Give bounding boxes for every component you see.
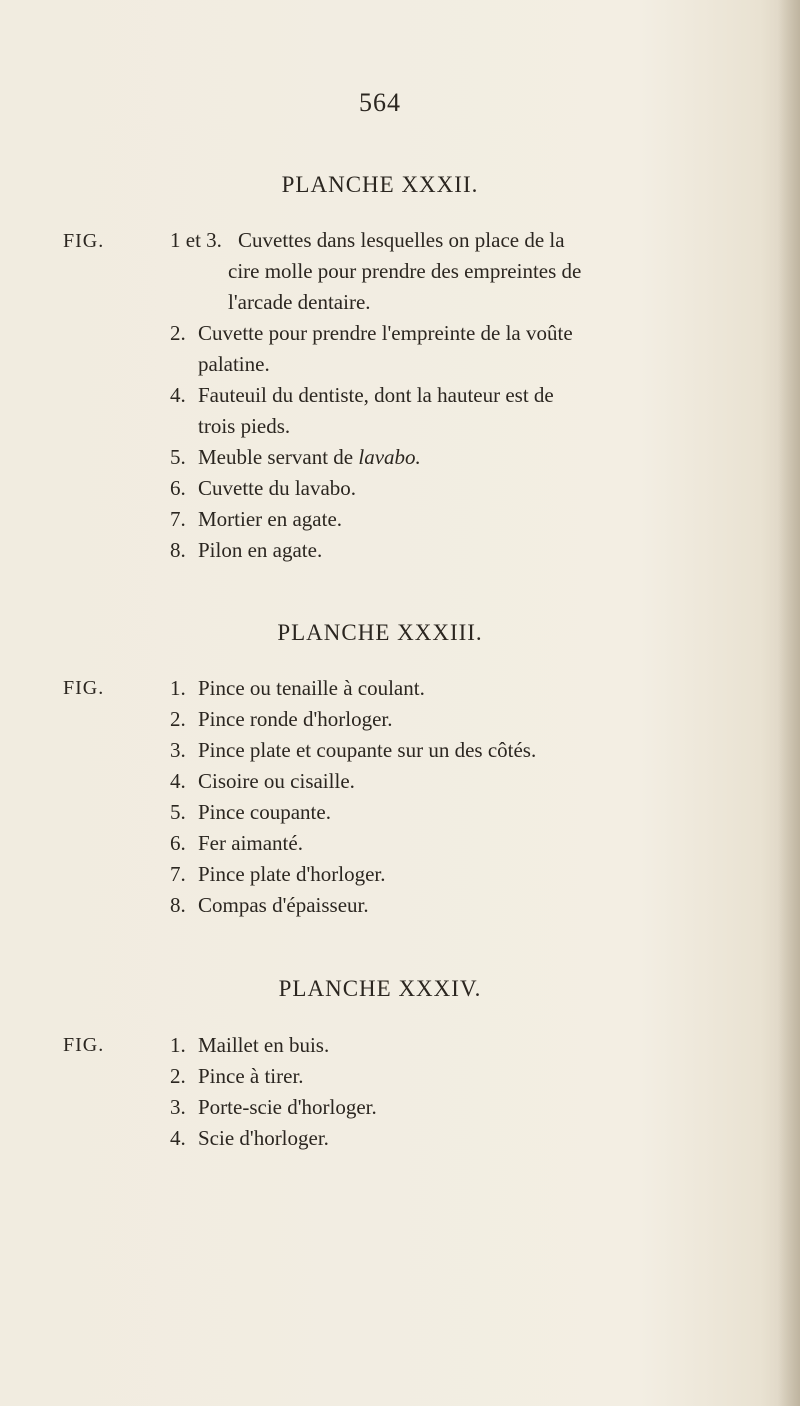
entry-number: 4. [170, 769, 186, 793]
fig-label-xxxiv: FIG. [63, 1034, 105, 1056]
entry-number: 1. [170, 1033, 186, 1057]
entry-number: 8. [170, 893, 186, 917]
entry-xxxiv-4 [170, 1123, 730, 1154]
entry-xxxiii-3 [170, 735, 730, 766]
entry-number: 7. [170, 862, 186, 886]
fig-label-xxxii: FIG. [63, 230, 105, 252]
entry-xxxiii-1 [170, 673, 730, 704]
entry-number: 6. [170, 476, 186, 500]
entry-xxxii-2 [170, 318, 730, 380]
entry-xxxii-1-3 [170, 225, 730, 318]
entry-text-line [170, 442, 730, 473]
entry-xxxii-4 [170, 380, 730, 442]
entry-number: 3. [170, 738, 186, 762]
entry-text-prefix: Meuble servant de [198, 445, 359, 469]
entry-text-line: Mortier en agate. [198, 507, 343, 531]
page-number: 564 [359, 88, 401, 117]
entry-xxxiii-4 [170, 766, 730, 797]
entry-xxxiii-2 [170, 704, 730, 735]
entry-text-line: Porte-scie d'horloger. [198, 1095, 377, 1119]
entry-text-line: Pince à tirer. [198, 1064, 304, 1088]
fig-label-xxxiii: FIG. [63, 677, 105, 699]
entry-text-line: Cuvettes dans lesquelles on place de la [238, 228, 565, 252]
entry-number: 6. [170, 831, 186, 855]
entry-text-line: Scie d'horloger. [198, 1126, 329, 1150]
entry-number: 2. [170, 321, 186, 345]
entry-text-line: Pince plate d'horloger. [198, 862, 386, 886]
page-edge-shadow [778, 0, 800, 1406]
entry-number: 4. [170, 383, 186, 407]
entry-text-line: Pince plate et coupante sur un des côtés. [198, 738, 537, 762]
entry-number: 8. [170, 538, 186, 562]
plate-heading-xxxiv: PLANCHE XXXIV. [278, 976, 482, 1001]
entry-number: 5. [170, 445, 186, 469]
entry-text-line: Compas d'épaisseur. [198, 893, 369, 917]
entry-xxxii-6 [170, 473, 730, 504]
entry-text-line: Cuvette du lavabo. [198, 476, 357, 500]
plate-heading-xxxii: PLANCHE XXXII. [281, 172, 479, 197]
entry-text-line: Cuvette pour prendre l'empreinte de la voûte [198, 321, 573, 345]
entry-xxxiii-8 [170, 890, 730, 921]
entry-xxxii-8 [170, 535, 730, 566]
entry-number: 7. [170, 507, 186, 531]
entry-number: 2. [170, 1064, 186, 1088]
entry-text-line: Pince ou tenaille à coulant. [198, 676, 425, 700]
entry-xxxiv-3 [170, 1092, 730, 1123]
entry-xxxiv-1 [170, 1030, 730, 1061]
entry-text-line: cire molle pour prendre des empreintes de [228, 259, 582, 283]
entry-xxxiii-6 [170, 828, 730, 859]
entry-text-line: Fer aimanté. [198, 831, 303, 855]
entry-text-line: Pince coupante. [198, 800, 331, 824]
entry-text-italic: lavabo. [358, 445, 421, 469]
entry-text-line: trois pieds. [198, 414, 291, 438]
entry-text-line: Pilon en agate. [198, 538, 323, 562]
entry-text-line: l'arcade dentaire. [228, 290, 371, 314]
entry-xxxiv-2 [170, 1061, 730, 1092]
entry-xxxii-7 [170, 504, 730, 535]
plate-heading-xxxiii: PLANCHE XXXIII. [277, 620, 483, 645]
entry-number: 5. [170, 800, 186, 824]
entry-text-line: palatine. [198, 352, 270, 376]
entry-number: 1 et 3. [170, 228, 222, 252]
entry-number: 4. [170, 1126, 186, 1150]
entry-text-line: Pince ronde d'horloger. [198, 707, 393, 731]
entry-xxxii-5 [170, 442, 730, 473]
entry-text-line: Cisoire ou cisaille. [198, 769, 355, 793]
entry-xxxiii-7 [170, 859, 730, 890]
entry-text-line: Maillet en buis. [198, 1033, 330, 1057]
entry-xxxiii-5 [170, 797, 730, 828]
entry-text-line: Fauteuil du dentiste, dont la hauteur est de [198, 383, 554, 407]
entry-number: 1. [170, 676, 186, 700]
entry-number: 3. [170, 1095, 186, 1119]
entry-number: 2. [170, 707, 186, 731]
